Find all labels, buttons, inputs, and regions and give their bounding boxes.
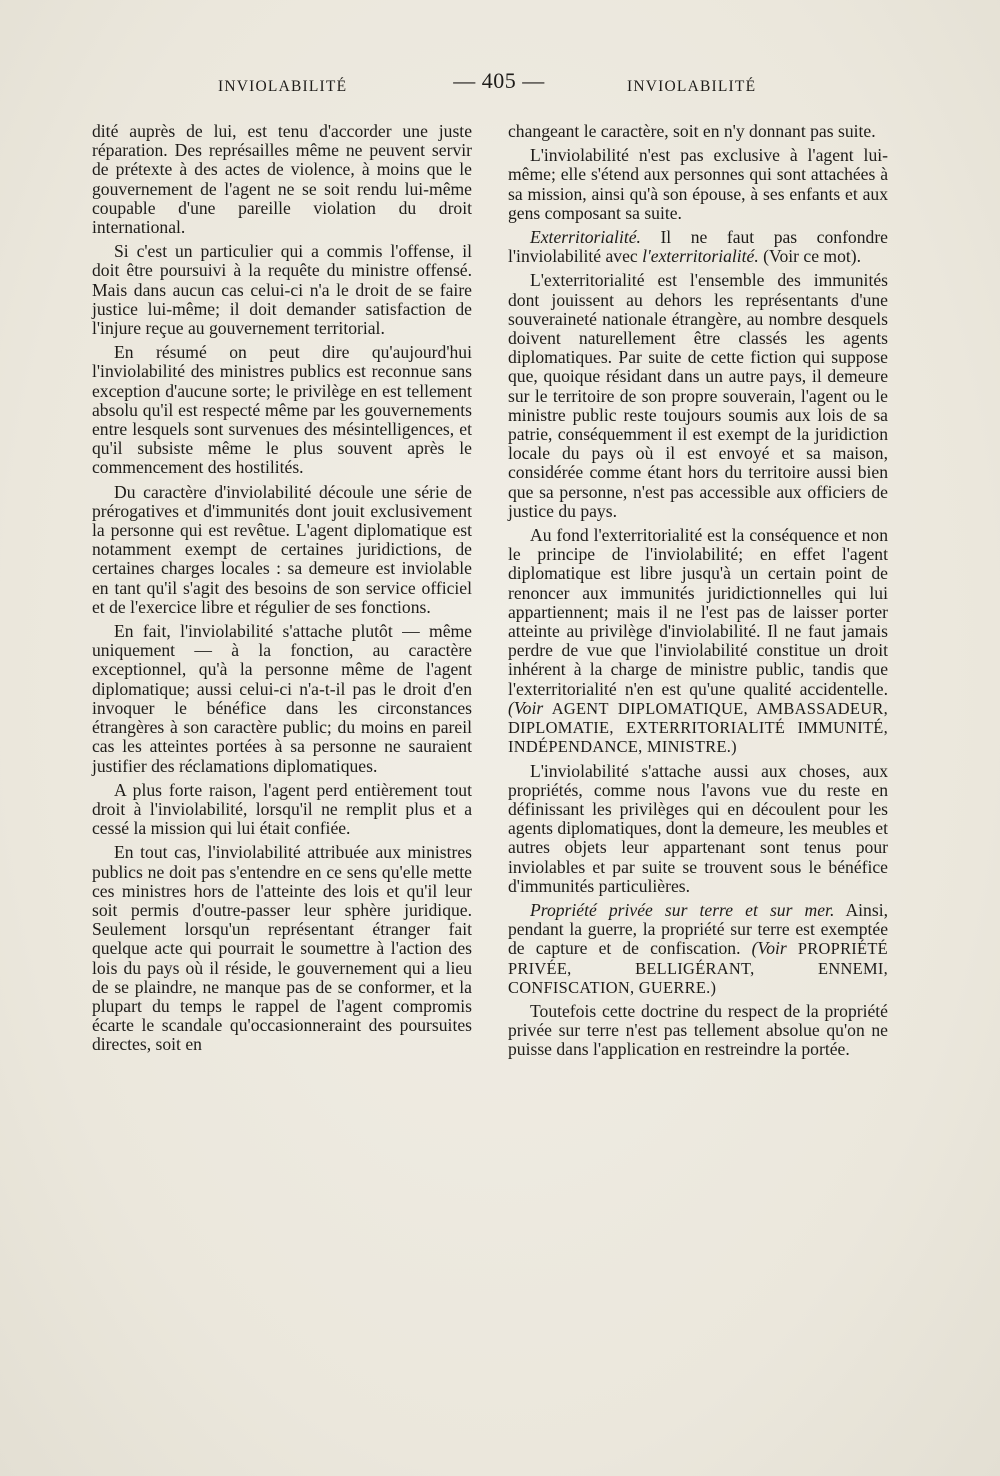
paragraph: En résumé on peut dire qu'aujourd'hui l'inviolabilité des ministres publics est reconnue sans exception d'aucune sorte; le privilège en est tellement absolu qu'il est respecté même par les gouvernements entre lesquels sont survenues des mésintelligences, et qu'il subsiste même le plus souvent après le commencement des hostilités.: [92, 342, 472, 478]
paragraph: dité auprès de lui, est tenu d'accorder une juste réparation. Des représailles même ne peuvent servir de prétexte à des actes de violence, à moins que le gouvernement de l'agent ne se soit rendu lui-même coupable d'une pareille violation du droit international.: [92, 121, 472, 238]
cross-references: AGENT DIPLOMATIQUE, AMBASSADEUR, DIPLOMATIE, EXTERRITORIALITÉ IMMUNITÉ, INDÉPENDANCE, MINISTRE.): [508, 698, 888, 757]
section-heading-exterritorialite: Exterritorialité.: [530, 227, 641, 248]
paragraph: A plus forte raison, l'agent perd entièrement tout droit à l'inviolabilité, lorsqu'il ne remplit plus et a cessé la mission qui lui était confiée.: [92, 779, 472, 839]
paragraph: L'inviolabilité s'attache aussi aux choses, aux propriétés, comme nous l'avons vue du reste en définissant les privilèges qui en découlent pour les agents diplomatiques, dont la demeure, les meubles et autres objets leur appartenant sont tenus pour inviolables et par suite se trouvent sous le bénéfice d'immunités particulières.: [508, 760, 888, 896]
section-heading-propriete-privee: Propriété privée sur terre et sur mer.: [530, 899, 835, 920]
voir-label: (Voir: [508, 697, 544, 718]
text-run: Au fond l'exterritorialité est la conséquence et non le principe de l'inviolabilité; en effet l'agent diplomatique est libre jusqu'à un certain point de renoncer aux immunités juridictionnelles qui lui appartiennent; mais il ne l'est pas de laisser porter atteinte au privilège d'inviolabilité. Il ne faut jamais perdre de vue que l'inviolabilité constitue un droit inhérent à la charge de ministre public, tandis que l'exterritorialité n'en est qu'une qualité accidentelle.: [508, 525, 888, 699]
paragraph: En tout cas, l'inviolabilité attribuée aux ministres publics ne doit pas s'entendre en ce sens qu'elle mette ces ministres hors de l'atteinte des lois et qu'il leur soit permis d'outre-passer leur sphère juridique. Seulement lorsqu'un représentant étranger fait quelque acte qui pourrait le soumettre à l'action des lois du pays où il réside, le gouvernement qui a lieu de se plaindre, ne manque pas de se conformer, et la plupart du temps le rappel de l'agent compromis écarte le scandale qu'occasionneraint des poursuites directes, soit en: [92, 842, 472, 1055]
paragraph: Si c'est un particulier qui a commis l'offense, il doit être poursuivi à la requête du ministre offensé. Mais dans aucun cas celui-ci n'a le droit de se faire justice lui-même; il doit demander satisfaction de l'injure reçue au gouvernement territorial.: [92, 241, 472, 339]
paragraph: L'inviolabilité n'est pas exclusive à l'agent lui-même; elle s'étend aux personnes qui sont attachées à sa mission, ainsi qu'à son épouse, à ses enfants et aux gens composant sa suite.: [508, 145, 888, 223]
paragraph: L'exterritorialité est l'ensemble des immunités dont jouissent au dehors les représentants d'une souveraineté nationale étrangère, au nombre desquels doivent naturellement être classés les agents diplomatiques. Par suite de cette fiction qui suppose que, quoique résidant dans un autre pays, il demeure sur le territoire de son propre souverain, l'agent ou le ministre public reste toujours soumis aux lois de sa patrie, conséquemment il est exempt de la juridiction locale du pays où il est envoyé et sa maison, considérée comme étant hors du territoire aussi bien que sa personne, n'est pas accessible aux officiers de justice du pays.: [508, 270, 888, 521]
right-column: [508, 122, 888, 1065]
paragraph: Du caractère d'inviolabilité découle une série de prérogatives et d'immunités dont jouit exclusivement la personne qui est revêtue. L'agent diplomatique est notamment exempt de certaines juridictions, de certaines charges locales : sa demeure est inviolable en tant qu'il s'agit des besoins de son service officiel et de l'exercice libre et régulier de ses fonctions.: [92, 481, 472, 617]
header-left-title: INVIOLABILITÉ: [218, 78, 348, 95]
paragraph: Toutefois cette doctrine du respect de la propriété privée sur terre n'est pas tellement absolue qu'on ne puisse dans l'application en restreindre la portée.: [508, 1000, 888, 1060]
header-right-title: INVIOLABILITÉ: [627, 78, 757, 95]
cross-references: PROPRIÉTÉ PRIVÉE, BELLIGÉRANT, ENNEMI, CONFISCATION, GUERRE.): [508, 939, 888, 997]
italic-term: l'exterritorialité.: [642, 246, 759, 267]
voir-label: (Voir: [751, 938, 787, 959]
paragraph-exterritorialite: [508, 228, 888, 266]
paragraph: En fait, l'inviolabilité s'attache plutôt — même uniquement — à la fonction, au caractère exceptionnel, qu'à la personne même de l'agent diplomatique; aussi celui-ci n'a-t-il pas le droit d'en invoquer le bénéfice dans les circonstances étrangères à son caractère public; du moins en pareil cas les atteintes portées à sa personne ne sauraient justifier des réclamations diplomatiques.: [92, 621, 472, 776]
text-run: Il ne faut pas confondre l'inviolabilité avec: [508, 227, 888, 267]
page-number: — 405 —: [453, 68, 545, 93]
running-header: [90, 70, 908, 100]
left-column: [92, 122, 472, 1060]
paragraph: changeant le caractère, soit en n'y donnant pas suite.: [508, 121, 876, 141]
text-run: Ainsi, pendant la guerre, la propriété sur terre est exemptée de capture et de confiscation.: [508, 899, 888, 959]
paragraph-propriete-privee: [508, 901, 888, 997]
text-run: (Voir ce mot).: [758, 246, 862, 267]
paragraph-au-fond: [508, 526, 888, 756]
